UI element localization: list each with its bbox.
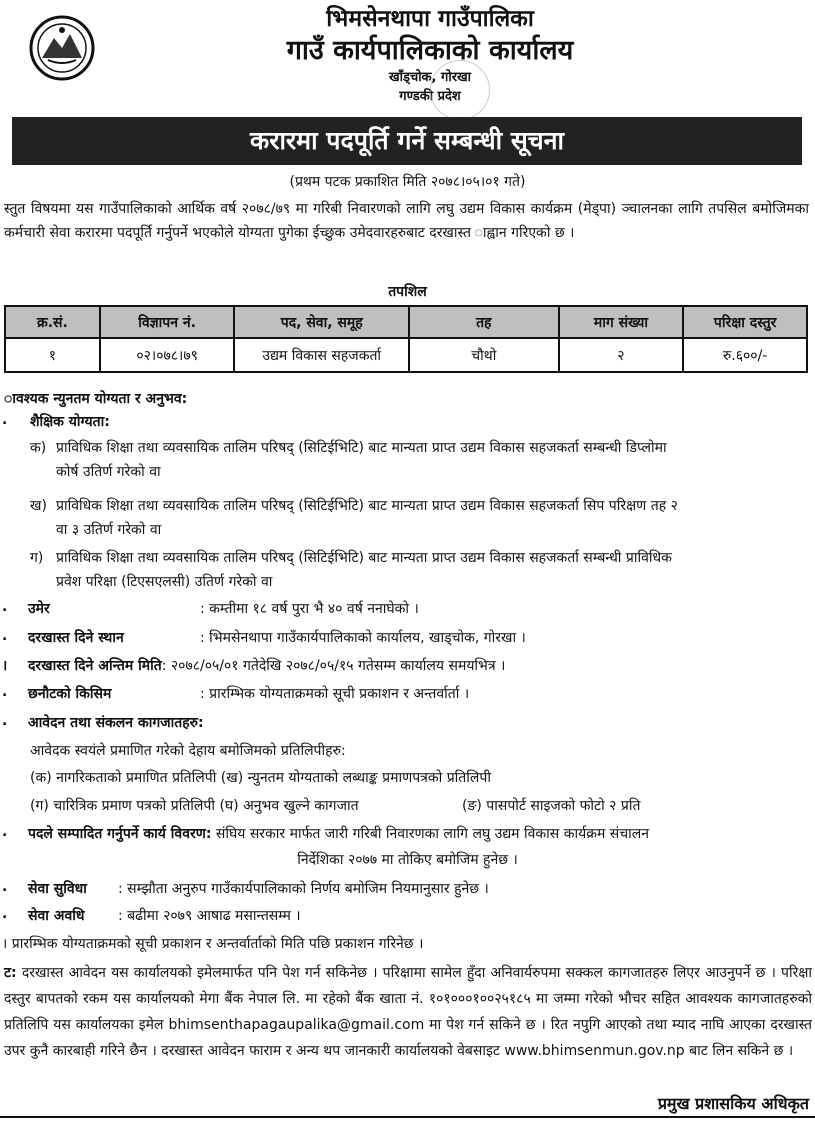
period-label: सेवा अवधि (28, 908, 85, 924)
edu-item-ka (30, 436, 810, 484)
col-header-sn: क्र.सं. (5, 306, 100, 338)
facility-value: : सम्झौता अनुरुप गाउँकार्यपालिकाको निर्णय बमोजिम नियमानुसार हुनेछ । (118, 881, 489, 897)
selection-value: : प्रारम्भिक योग्यताक्रमको सूची प्रकाशन र अन्तर्वार्ता । (200, 686, 470, 702)
org-name: भिमसेनथापा गाउँपालिका (326, 6, 534, 32)
edu-item-text-2: प्रवेश परिक्षा (टिएसएलसी) उतिर्ण गरेको वा (56, 574, 273, 590)
duty-label: पदले सम्पादित गर्नुपर्ने कार्य विवरण: (28, 826, 212, 842)
table-caption: तपशिल (388, 284, 427, 300)
requirements-heading: ावश्यक न्युनतम योग्यता र अनुभव: (4, 391, 188, 407)
edu-heading: शैक्षिक योग्यता: (30, 414, 110, 430)
note-label: ट: (4, 965, 17, 981)
office-stamp (430, 60, 490, 120)
docs-heading: आवेदन तथा संकलन कागजातहरु: (28, 715, 204, 731)
vacancy-table (4, 305, 808, 373)
edu-item-mark: ग) (30, 550, 44, 566)
age-value: : कम्तीमा १८ वर्ष पुरा भै ४० वर्ष ननाघेको । (200, 601, 419, 617)
item-number: । (2, 658, 8, 674)
col-header-post: पद, सेवा, समूह (234, 306, 409, 338)
published-date: (प्रथम पटक प्रकाशित मिति २०७८।०५।०१ गते) (289, 174, 526, 190)
docs-intro: आवेदक स्वयंले प्रमाणित गरेको देहाय बमोजिमको प्रतिलिपीहरु: (30, 743, 346, 759)
cell-sn: १ (5, 338, 100, 372)
edu-item-mark: ख) (30, 498, 47, 514)
table-row (5, 338, 807, 372)
item-number: . (2, 628, 8, 644)
edu-item-text: प्राविधिक शिक्षा तथा व्यवसायिक तालिम परिषद् (सिटिईभिटि) बाट मान्यता प्राप्त उद्यम विकास सहजकर्ता सिप परिक्षण तह २ (56, 498, 678, 514)
col-header-level: तह (409, 306, 559, 338)
item-number: . (2, 599, 8, 615)
edu-item-ga (30, 546, 810, 594)
col-header-fee: परिक्षा दस्तुर (683, 306, 807, 338)
docs-line-2b: (ङ) पासपोर्ट साइजको फोटो २ प्रति (462, 798, 641, 814)
age-row (28, 598, 813, 620)
item-number: . (2, 824, 8, 840)
age-label: उमेर (28, 601, 50, 617)
table-header-row (5, 306, 807, 338)
note-paragraph (4, 960, 812, 1064)
item-number: . (2, 879, 8, 895)
col-header-demand: माग संख्या (559, 306, 684, 338)
cell-ad-no: ०२।०७८।७९ (100, 338, 235, 372)
edu-item-mark: क) (30, 440, 47, 456)
edu-item-text: प्राविधिक शिक्षा तथा व्यवसायिक तालिम परिषद् (सिटिईभिटि) बाट मान्यता प्राप्त उद्यम विकास सहजकर्ता सम्बन्धी डिप्लोमा (56, 440, 667, 456)
cell-level: चौथो (409, 338, 559, 372)
signature-title: प्रमुख प्रशासकिय अधिकृत (657, 1094, 809, 1113)
facility-label: सेवा सुविधा (28, 881, 87, 897)
item-number: . (2, 906, 8, 922)
cell-fee: रु.६००/- (683, 338, 807, 372)
duty-row (28, 823, 813, 845)
period-value: : बढीमा २०७९ आषाढ मसान्तसम्म । (118, 908, 301, 924)
edu-item-kha (30, 494, 810, 542)
intro-paragraph: स्तुत विषयमा यस गाउँपालिकाको आर्थिक वर्ष २०७८/७९ मा गरिबी निवारणको लागि लघु उद्यम विकास कार्यक्रम (मेड्पा) ञ्चालनका लागि तपसिल बमोजिमका कर्मचारी सेवा करारमा पदपूर्ति गर्नुपर्ने भएकोले योग्यता पुगेका ईच्छुक उमेदवारहरुबाट दरखास्त ाह्वान गरिएको छ । (4, 201, 809, 241)
duty-value: संघिय सरकार मार्फत जारी गरिबी निवारणका लागि लघु उद्यम विकास कार्यक्रम संचालन (215, 826, 650, 842)
item-number: . (2, 684, 8, 700)
address-line-1: खाँड्चोक, गोरखा (388, 70, 472, 85)
place-value: : भिमसेनथापा गाउँकार्यपालिकाको कार्यालय, खाड्चोक, गोरखा । (200, 630, 526, 646)
docs-line-2a: (ग) चारित्रिक प्रमाण पत्रको प्रतिलिपी (घ) अनुभव खुल्ने कागजात (30, 798, 359, 814)
note-text: दरखास्त आवेदन यस कार्यालयको इमेलमार्फत पनि पेश गर्न सकिनेछ । परिक्षामा सामेल हुँदा अनिवार्यरुपमा सक्कल कागजातहरु लिएर आउनुपर्ने छ । परिक्षा दस्तुर बापतको रकम यस कार्यालयको मेगा बैंक नेपाल लि. मा रहेको बैंक खाता नं. १०१०००१००२५१८५ मा जम्मा गरेको भौचर सहित आवश्यक कागजातहरुको प्रतिलिपि यस कार्यालयका इमेल bhimsenthapagaupalika@gmail.com मा पेश गर्न सकिने छ । रित नपुगि आएको तथा म्याद नाघि आएका दरखास्त उपर कुनै कारबाही गरिने छैन । दरखास्त आवेदन फाराम र अन्य थप जानकारी कार्यालयको वेबसाइट www.bhimsenmun.gov.np बाट लिन सकिने छ । (4, 965, 813, 1059)
item-number: . (2, 713, 8, 729)
edu-item-text: प्राविधिक शिक्षा तथा व्यवसायिक तालिम परिषद् (सिटिईभिटि) बाट मान्यता प्राप्त उद्यम विकास सहजकर्ता सम्बन्धी प्राविधिक (56, 550, 672, 566)
cell-demand: २ (559, 338, 684, 372)
period-row (28, 905, 813, 927)
place-row (28, 627, 813, 649)
selection-row (28, 683, 813, 705)
deadline-value: : २०७८/०५/०१ गतेदेखि २०७८/०५/१५ गतेसम्म कार्यालय समयभित्र । (161, 658, 506, 674)
cell-post: उद्यम विकास सहजकर्ता (234, 338, 409, 372)
office-name: गाउँ कार्यपालिकाको कार्यालय (286, 35, 574, 66)
publish-line: । प्रारम्भिक योग्यताक्रमको सूची प्रकाशन र अन्तर्वार्ताको मिति पछि प्रकाशन गरिनेछ । (2, 936, 424, 952)
docs-line-1: (क) नागरिकताको प्रमाणित प्रतिलिपी (ख) न्युनतम योग्यताको लब्धाङ्क प्रमाणपत्रको प्रतिलिपी (30, 770, 491, 786)
deadline-row (28, 655, 813, 677)
item-number: . (2, 412, 8, 428)
nepal-emblem-icon (28, 14, 96, 82)
selection-label: छनौटको किसिम (28, 686, 112, 702)
address-line-2: गण्डकी प्रदेश (399, 89, 461, 104)
edu-item-text-2: कोर्ष उतिर्ण गरेको वा (56, 464, 161, 480)
facility-row (28, 878, 813, 900)
duty-value-2: निर्देशिका २०७७ मा तोकिए बमोजिम हुनेछ । (297, 852, 518, 868)
col-header-ad-no: विज्ञापन नं. (100, 306, 235, 338)
bottom-rule (0, 1116, 815, 1118)
place-label: दरखास्त दिने स्थान (28, 630, 124, 646)
notice-title: करारमा पदपूर्ति गर्ने सम्बन्धी सूचना (12, 117, 802, 165)
deadline-label: दरखास्त दिने अन्तिम मिति (28, 658, 162, 674)
edu-item-text-2: वा ३ उतिर्ण गरेको वा (56, 522, 162, 538)
letterhead (0, 0, 815, 112)
